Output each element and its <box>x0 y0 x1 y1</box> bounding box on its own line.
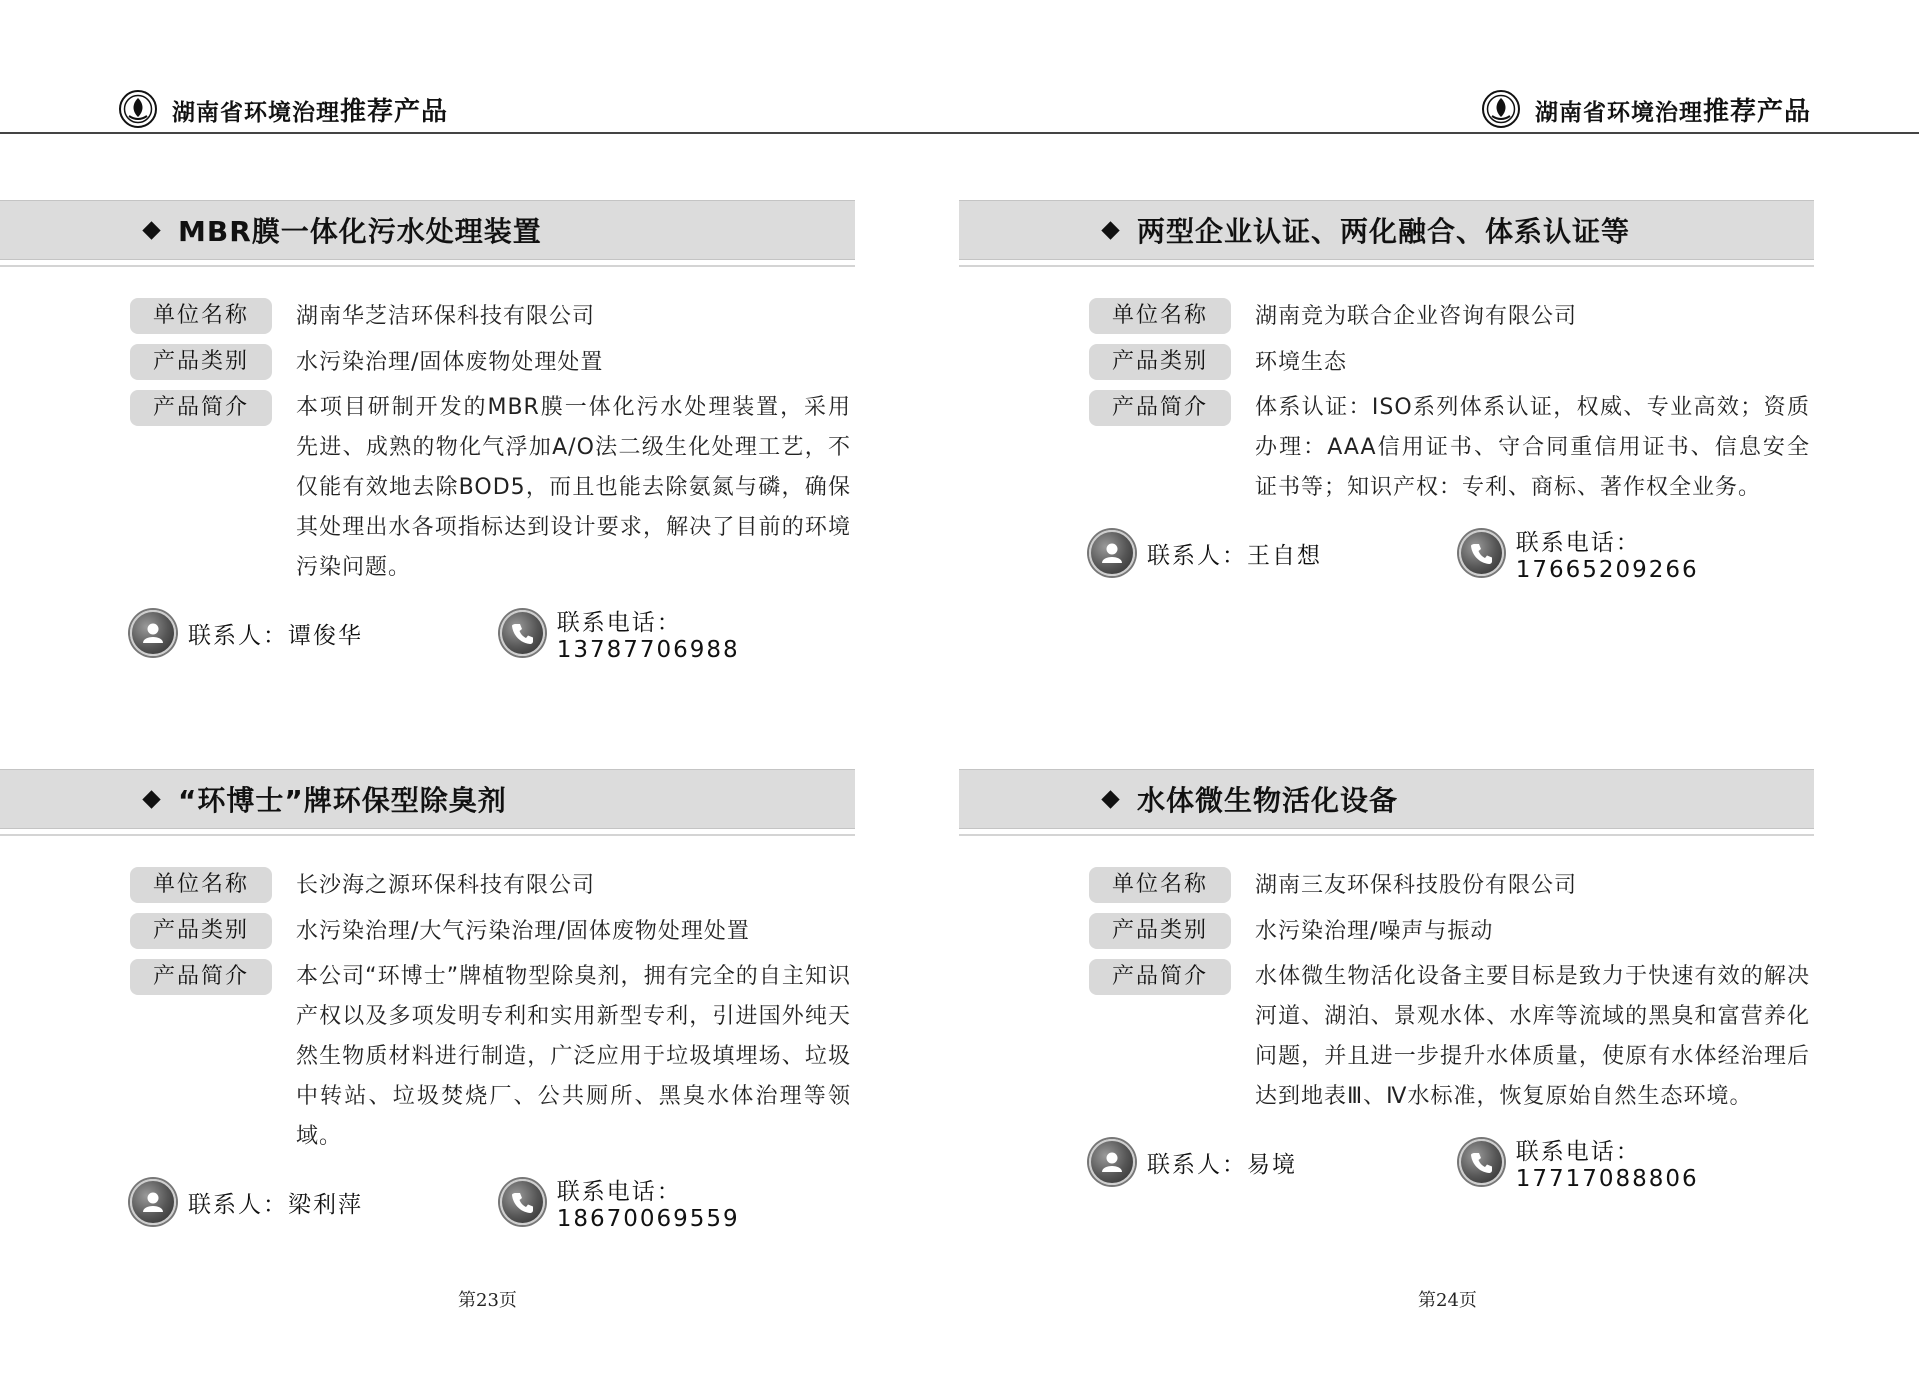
diamond-bullet-icon <box>1101 790 1119 808</box>
contact-row <box>130 1177 855 1232</box>
contact-phone <box>1459 1137 1814 1192</box>
intro-row <box>1089 390 1814 508</box>
person-icon <box>1089 530 1135 576</box>
contact-row <box>130 608 855 663</box>
phone-icon <box>500 1179 545 1225</box>
emblem-logo-icon <box>118 89 158 129</box>
intro-label: 产品简介 <box>130 390 272 426</box>
diamond-bullet-icon <box>142 221 160 239</box>
product-title-bar <box>959 769 1814 829</box>
diamond-bullet-icon <box>1101 221 1119 239</box>
product-card <box>0 200 855 663</box>
phone-text: 联系电话：18670069559 <box>556 1178 740 1232</box>
product-title: 水体微生物活化设备 <box>1137 784 1399 817</box>
page-header <box>118 86 448 132</box>
contact-phone <box>1459 528 1814 583</box>
unit-row <box>1089 867 1814 905</box>
contact-phone <box>500 608 855 663</box>
contact-row <box>1089 1137 1814 1192</box>
unit-row <box>130 298 855 336</box>
unit-value: 湖南三友环保科技股份有限公司 <box>1255 873 1578 898</box>
header-title: 湖南省环境治理推荐产品 <box>1535 96 1812 127</box>
category-value: 水污染治理/固体废物处理处置 <box>296 350 604 375</box>
person-icon <box>1089 1139 1135 1185</box>
person-icon <box>130 610 176 656</box>
diamond-bullet-icon <box>142 790 160 808</box>
phone-text: 联系电话：17717088806 <box>1515 1138 1699 1192</box>
category-value: 水污染治理/大气污染治理/固体废物处理处置 <box>296 919 750 944</box>
intro-label: 产品简介 <box>1089 390 1231 426</box>
intro-row <box>130 959 855 1157</box>
page-number: 第23页 <box>458 1290 517 1311</box>
contact-text: 联系人：王自想 <box>1147 542 1322 569</box>
category-row <box>130 913 855 951</box>
category-label: 产品类别 <box>130 913 272 949</box>
page-header <box>1481 86 1811 132</box>
person-icon <box>130 1179 176 1225</box>
unit-label: 单位名称 <box>130 867 272 903</box>
contact-text: 联系人：谭俊华 <box>188 622 363 649</box>
category-label: 产品类别 <box>1089 913 1231 949</box>
contact-row <box>1089 528 1814 583</box>
product-card <box>959 769 1814 1192</box>
product-title: MBR膜一体化污水处理装置 <box>178 215 542 248</box>
page-number: 第24页 <box>1418 1290 1477 1311</box>
category-value: 水污染治理/噪声与振动 <box>1255 919 1494 944</box>
contact-person <box>1089 528 1322 578</box>
category-label: 产品类别 <box>130 344 272 380</box>
phone-icon <box>500 610 545 656</box>
product-card <box>959 200 1814 583</box>
intro-row <box>1089 959 1814 1117</box>
header-divider <box>959 132 1919 134</box>
intro-label: 产品简介 <box>1089 959 1231 995</box>
right-page <box>959 0 1919 1382</box>
category-value: 环境生态 <box>1255 350 1348 375</box>
product-title: 两型企业认证、两化融合、体系认证等 <box>1137 215 1631 248</box>
intro-value: 本项目研制开发的MBR膜一体化污水处理装置，采用先进、成熟的物化气浮加A/O法二级生化处理工艺，不仅能有效地去除BOD5，而且也能去除氨氮与磷，确保其处理出水各项指标达到设计要求，解决了目前的环境污染问题。 <box>296 395 851 580</box>
intro-value: 体系认证：ISO系列体系认证，权威、专业高效；资质办理：AAA信用证书、守合同重信用证书、信息安全证书等；知识产权：专利、商标、著作权全业务。 <box>1255 395 1810 500</box>
unit-row <box>1089 298 1814 336</box>
unit-label: 单位名称 <box>1089 867 1231 903</box>
unit-label: 单位名称 <box>130 298 272 334</box>
contact-text: 联系人：梁利萍 <box>188 1191 363 1218</box>
category-row <box>130 344 855 382</box>
category-row <box>1089 913 1814 951</box>
unit-value: 湖南华芝洁环保科技有限公司 <box>296 304 596 329</box>
intro-value: 水体微生物活化设备主要目标是致力于快速有效的解决河道、湖泊、景观水体、水库等流域的黑臭和富营养化问题，并且进一步提升水体质量，使原有水体经治理后达到地表Ⅲ、Ⅳ水标准，恢复原始自然生态环境。 <box>1255 964 1810 1109</box>
unit-value: 长沙海之源环保科技有限公司 <box>296 873 596 898</box>
contact-person <box>1089 1137 1297 1187</box>
category-label: 产品类别 <box>1089 344 1231 380</box>
unit-row <box>130 867 855 905</box>
product-title-bar <box>0 769 855 829</box>
product-title-bar <box>0 200 855 260</box>
intro-value: 本公司“环博士”牌植物型除臭剂，拥有完全的自主知识产权以及多项发明专利和实用新型专利，引进国外纯天然生物质材料进行制造，广泛应用于垃圾填埋场、垃圾中转站、垃圾焚烧厂、公共厕所、黑臭水体治理等领域。 <box>296 964 851 1149</box>
header-title: 湖南省环境治理推荐产品 <box>172 96 449 127</box>
product-title-bar <box>959 200 1814 260</box>
emblem-logo-icon <box>1481 89 1521 129</box>
phone-icon <box>1459 530 1504 576</box>
unit-value: 湖南竞为联合企业咨询有限公司 <box>1255 304 1578 329</box>
phone-icon <box>1459 1139 1504 1185</box>
contact-text: 联系人：易境 <box>1147 1151 1297 1178</box>
intro-label: 产品简介 <box>130 959 272 995</box>
contact-person <box>130 608 363 658</box>
unit-label: 单位名称 <box>1089 298 1231 334</box>
contact-person <box>130 1177 363 1227</box>
intro-row <box>130 390 855 588</box>
header-divider <box>0 132 960 134</box>
contact-phone <box>500 1177 855 1232</box>
category-row <box>1089 344 1814 382</box>
phone-text: 联系电话：13787706988 <box>556 609 740 663</box>
phone-text: 联系电话：17665209266 <box>1515 529 1699 583</box>
product-title: “环博士”牌环保型除臭剂 <box>178 784 507 817</box>
product-card <box>0 769 855 1232</box>
